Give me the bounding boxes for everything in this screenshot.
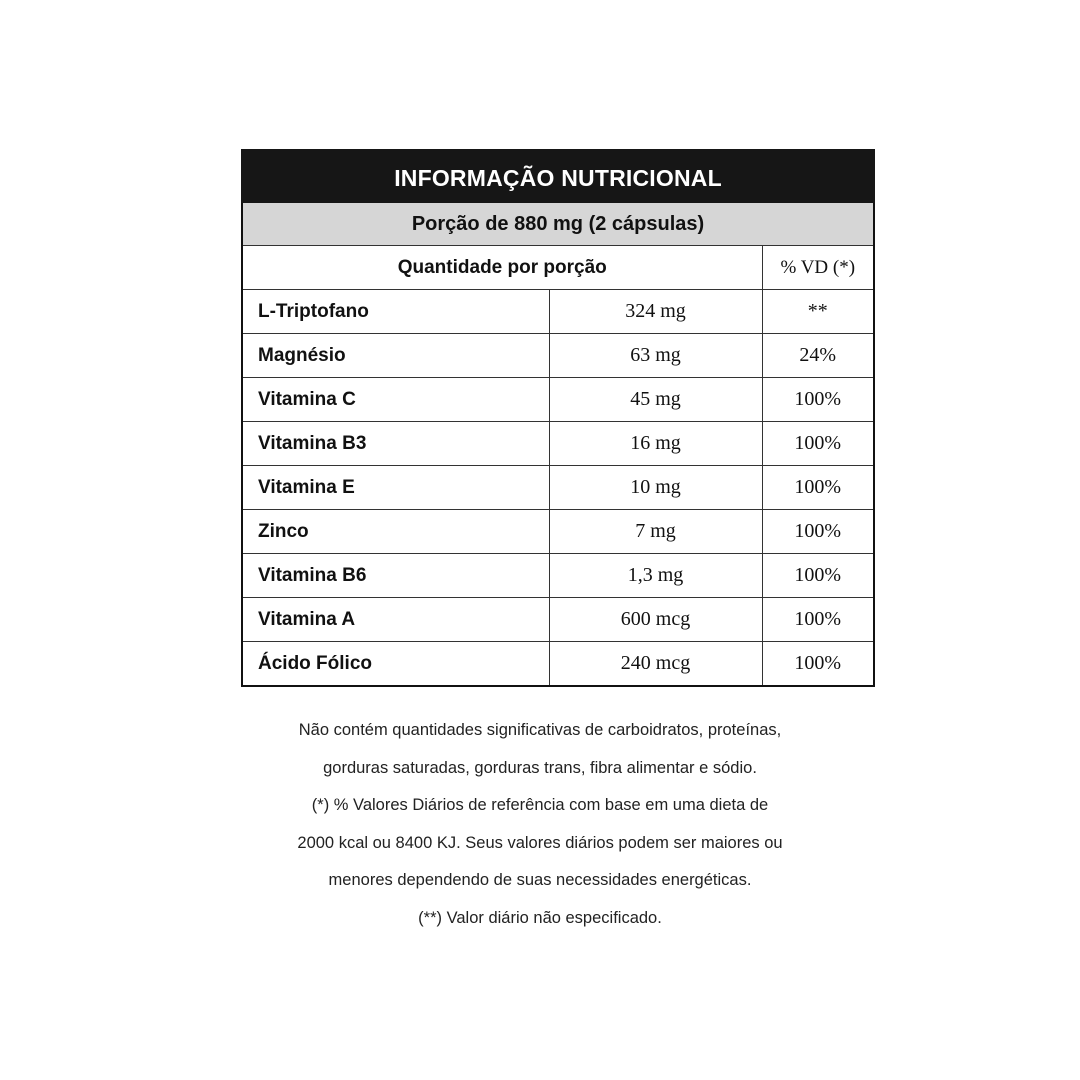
- nutrient-dv: 100%: [762, 510, 874, 554]
- table-row: [242, 642, 874, 687]
- nutrient-name: Vitamina B3: [242, 422, 549, 466]
- nutrient-amount: 10 mg: [549, 466, 762, 510]
- nutrition-facts-table: [241, 149, 875, 687]
- table-row: [242, 598, 874, 642]
- nutrient-amount: 1,3 mg: [549, 554, 762, 598]
- table-title: INFORMAÇÃO NUTRICIONAL: [242, 150, 874, 202]
- nutrient-dv: 100%: [762, 598, 874, 642]
- portion-size: Porção de 880 mg (2 cápsulas): [242, 202, 874, 246]
- nutrient-amount: 45 mg: [549, 378, 762, 422]
- nutrient-amount: 63 mg: [549, 334, 762, 378]
- footnote-line: menores dependendo de suas necessidades energéticas.: [328, 871, 752, 889]
- nutrient-amount: 16 mg: [549, 422, 762, 466]
- nutrient-name: Magnésio: [242, 334, 549, 378]
- footnote-line: 2000 kcal ou 8400 KJ. Seus valores diários podem ser maiores ou: [297, 833, 783, 852]
- nutrient-name: Vitamina B6: [242, 554, 549, 598]
- nutrient-name: Vitamina E: [242, 466, 549, 510]
- table-row: [242, 290, 874, 334]
- table-row: [242, 334, 874, 378]
- quantity-header: Quantidade por porção: [242, 246, 762, 290]
- nutrient-name: Vitamina A: [242, 598, 549, 642]
- nutrient-amount: 240 mcg: [549, 642, 762, 687]
- table-row: [242, 378, 874, 422]
- nutrient-dv: 100%: [762, 466, 874, 510]
- table-row: [242, 422, 874, 466]
- nutrient-amount: 324 mg: [549, 290, 762, 334]
- footnote-line: Não contém quantidades significativas de carboidratos, proteínas,: [298, 721, 782, 739]
- nutrient-dv: 100%: [762, 554, 874, 598]
- nutrient-dv: 100%: [762, 642, 874, 687]
- table-row: [242, 510, 874, 554]
- footnote-line: (**) Valor diário não especificado.: [418, 908, 662, 927]
- footnote-line: gorduras saturadas, gorduras trans, fibra alimentar e sódio.: [323, 758, 757, 777]
- nutrient-dv: 100%: [762, 422, 874, 466]
- dv-header: % VD (*): [762, 246, 874, 290]
- table-row: [242, 554, 874, 598]
- nutrient-dv: 100%: [762, 378, 874, 422]
- footnotes: [240, 712, 840, 937]
- nutrient-amount: 7 mg: [549, 510, 762, 554]
- footnote-line: (*) % Valores Diários de referência com base em uma dieta de: [311, 796, 769, 814]
- nutrient-amount: 600 mcg: [549, 598, 762, 642]
- nutrient-name: Zinco: [242, 510, 549, 554]
- nutrient-dv: 24%: [762, 334, 874, 378]
- nutrient-name: Ácido Fólico: [242, 642, 549, 687]
- nutrient-name: Vitamina C: [242, 378, 549, 422]
- table-row: [242, 466, 874, 510]
- nutrient-dv: **: [762, 290, 874, 334]
- nutrient-name: L-Triptofano: [242, 290, 549, 334]
